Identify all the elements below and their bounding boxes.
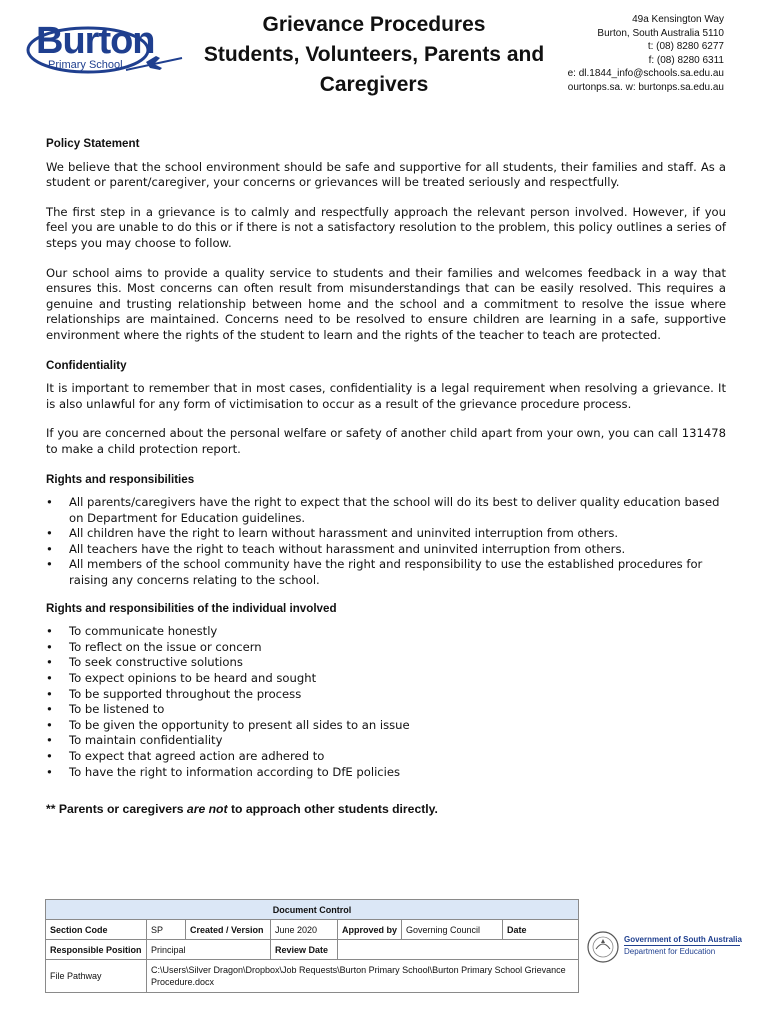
approved-value: Governing Council: [402, 920, 503, 940]
bullet-icon: •: [46, 717, 53, 732]
address-phone: t: (08) 8280 6277: [647, 41, 724, 52]
list-item: • To be listened to: [46, 702, 165, 717]
list-item: • All teachers have the right to teach without harassment and uninvited interruption from others.: [46, 541, 626, 556]
list-item: • To be supported throughout the process: [46, 686, 302, 701]
note-emphasis: are not: [186, 802, 228, 817]
title-line-3: Caregivers: [319, 73, 429, 96]
list-item: • To communicate honestly: [46, 624, 218, 639]
address-email: e: dl.1844_info@schools.sa.edu.au: [567, 68, 724, 79]
list-item: • To seek constructive solutions: [46, 655, 243, 670]
government-seal-icon: [586, 930, 620, 964]
list-item: • To have the right to information according to DfE policies: [46, 764, 401, 779]
address-fax: f: (08) 8280 6311: [648, 54, 724, 66]
bullet-icon: •: [46, 495, 53, 510]
individual-rights-heading: Rights and responsibilities of the individual involved: [46, 601, 337, 615]
confidentiality-heading: Confidentiality: [46, 358, 127, 372]
bullet-icon: •: [46, 557, 53, 572]
note-prefix: ** Parents or caregivers: [46, 802, 187, 817]
individual-rights-list: [46, 624, 726, 780]
note-suffix: to approach other students directly.: [227, 802, 438, 817]
bullet-icon: •: [46, 541, 53, 556]
list-item: • All parents/caregivers have the right to expect that the school will do its best to deliver quality education based on Department for Education guidelines.: [46, 495, 720, 525]
list-item: • All members of the school community have the right and responsibility to use the established procedures for raising any concerns relating to the school.: [46, 557, 703, 588]
logo-tagline: Primary School: [48, 59, 123, 71]
bullet-icon: •: [46, 686, 53, 701]
created-value: June 2020: [271, 920, 338, 940]
school-logo: [26, 18, 186, 88]
bullet-icon: •: [46, 655, 53, 670]
bullet-icon: •: [46, 624, 53, 639]
policy-paragraph-2: The first step in a grievance is to calmly and respectfully approach the relevant person involved. However, if you feel you are unable to do this or if there is not a satisfactory resolution to the problem, this policy outlines a series of steps you may choose to follow.: [46, 204, 726, 250]
responsible-value: Principal: [147, 940, 271, 960]
document-control: [45, 899, 579, 993]
approved-label: Approved by: [338, 920, 402, 940]
bullet-icon: •: [46, 702, 53, 717]
title-line-1: Grievance Procedures: [262, 13, 486, 36]
gov-line-2: Department for Education: [624, 947, 716, 956]
document-control-table: [45, 899, 579, 993]
bullet-icon: •: [46, 764, 53, 779]
list-item: • To maintain confidentiality: [46, 733, 223, 748]
title-line-2: Students, Volunteers, Parents and: [203, 43, 545, 66]
list-item: • To expect opinions to be heard and sought: [46, 671, 317, 686]
address-web: ourtonps.sa. w: burtonps.sa.edu.au: [567, 81, 724, 93]
school-address: [568, 13, 724, 94]
logo-wordmark: Burton: [36, 20, 155, 62]
path-value: C:\Users\Silver Dragon\Dropbox\Job Requests\Burton Primary School\Burton Primary School Grievance Procedure.docx: [147, 960, 579, 993]
document-control-heading: Document Control: [46, 900, 579, 920]
address-suburb: Burton, South Australia 5110: [597, 27, 724, 39]
policy-paragraph-3: Our school aims to provide a quality service to students and their families and welcomes feedback in a way that ensures this. Most concerns can often result from misunderstandings that can be easily resolved. This requires a genuine and trusting relationship between home and the school and a commitment to resolve the issue where relationships are maintained. Concerns need to be resolved to ensure children are learning in a safe, supportive environment where the rights of the student to learn and the rights of the teacher to teach are protected.: [46, 265, 726, 342]
confidentiality-paragraph-2: If you are concerned about the personal welfare or safety of another child apart from your own, you can call 131478 to make a child protection report.: [46, 426, 726, 456]
policy-heading: Policy Statement: [46, 137, 140, 150]
list-item: • To expect that agreed action are adhered to: [46, 749, 325, 763]
policy-content: [46, 136, 726, 818]
path-label: File Pathway: [46, 960, 147, 993]
rights-list: [46, 495, 726, 589]
bullet-icon: •: [46, 526, 53, 541]
list-item: • To be given the opportunity to present all sides to an issue: [46, 717, 410, 732]
list-item: • To reflect on the issue or concern: [46, 639, 262, 654]
rights-heading: Rights and responsibilities: [46, 472, 195, 486]
section-code-value: SP: [147, 920, 186, 940]
bullet-icon: •: [46, 671, 53, 686]
student-approach-note: [46, 802, 726, 818]
confidentiality-paragraph-1: It is important to remember that in most cases, confidentiality is a legal requirement when resolving a grievance. It is also unlawful for any form of victimisation to occur as a result of the grievance procedure process.: [46, 381, 726, 411]
address-street: 49a Kensington Way: [632, 14, 724, 25]
gov-line-1: Government of South Australia: [624, 935, 742, 944]
policy-paragraph-1: We believe that the school environment should be safe and supportive for all students, their families and staff. As a student or parent/caregiver, your concerns or grievances will be treated seriously and respectfully.: [46, 159, 726, 190]
bullet-icon: •: [46, 733, 53, 748]
review-value: [338, 940, 579, 960]
government-logo: [584, 930, 744, 966]
bullet-icon: •: [46, 749, 53, 763]
gov-divider: [624, 945, 740, 946]
date-label: Date: [503, 920, 579, 940]
created-label: Created / Version: [186, 920, 271, 940]
responsible-label: Responsible Position: [46, 940, 147, 960]
page-title: [200, 10, 548, 100]
bullet-icon: •: [46, 639, 53, 654]
review-label: Review Date: [271, 940, 338, 960]
list-item: • All children have the right to learn without harassment and uninvited interruption from others.: [46, 526, 619, 541]
section-code-label: Section Code: [46, 920, 147, 940]
